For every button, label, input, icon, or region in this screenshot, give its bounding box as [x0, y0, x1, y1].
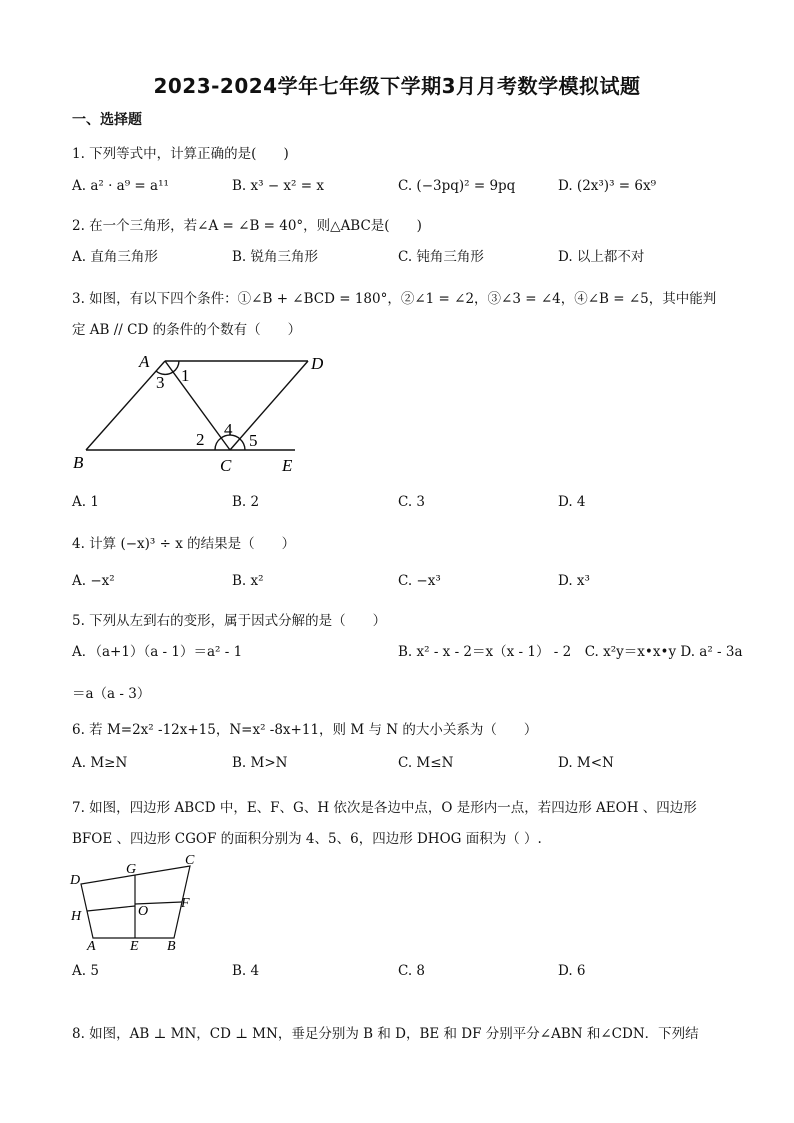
- question-7-stem-line-1: 7. 如图，四边形 ABCD 中，E、F、G、H 依次是各边中点，O 是形内一点，若四边形 AEOH 、四边形: [72, 800, 697, 816]
- question-4-stem: 4. 计算 (−x)³ ÷ x 的结果是（ ）: [72, 536, 296, 552]
- question-3-option-d: D. 4: [558, 494, 586, 510]
- question-6-option-a: A. M≥N: [72, 755, 128, 771]
- label-e: E: [130, 939, 139, 954]
- question-7-stem-line-2: BFOE 、四边形 CGOF 的面积分别为 4、5、6，四边形 DHOG 面积为（ ）.: [72, 831, 542, 847]
- question-5-option-d-continuation: ＝a（a - 3）: [72, 686, 151, 702]
- label-angle-3: 3: [156, 373, 165, 392]
- question-2-option-d: D. 以上都不对: [558, 249, 645, 265]
- label-g: G: [126, 862, 137, 877]
- label-b: B: [73, 453, 84, 472]
- label-angle-4: 4: [224, 420, 233, 439]
- question-6-option-b: B. M>N: [232, 755, 288, 771]
- question-3-figure: [60, 345, 330, 480]
- question-2-option-b: B. 锐角三角形: [232, 249, 319, 265]
- label-c: C: [220, 456, 232, 475]
- question-3-option-b: B. 2: [232, 494, 260, 510]
- question-4-option-d: D. x³: [558, 573, 590, 589]
- question-7-option-c: C. 8: [398, 963, 426, 979]
- angle-arc-2: [215, 438, 221, 450]
- question-1-option-d: D. (2x³)³ = 6x⁹: [558, 178, 656, 194]
- question-2-option-c: C. 钝角三角形: [398, 249, 484, 265]
- question-3-stem-line-2: 定 AB // CD 的条件的个数有（ ）: [72, 322, 302, 338]
- question-4-option-a: A. −x²: [72, 573, 115, 589]
- label-angle-2: 2: [196, 430, 205, 449]
- question-6-option-c: C. M≤N: [398, 755, 454, 771]
- question-4-option-b: B. x²: [232, 573, 264, 589]
- section-heading: 一、选择题: [72, 112, 142, 128]
- question-3-option-c: C. 3: [398, 494, 426, 510]
- label-a: A: [87, 939, 96, 954]
- question-4-option-c: C. −x³: [398, 573, 441, 589]
- label-c: C: [185, 853, 195, 868]
- label-e: E: [282, 456, 293, 475]
- question-3-stem-line-1: 3. 如图，有以下四个条件：①∠B + ∠BCD = 180°，②∠1 = ∠2，③∠3 = ∠4，④∠B = ∠5，其中能判: [72, 291, 717, 307]
- segment-ab: [86, 361, 165, 450]
- label-a: A: [139, 352, 150, 371]
- question-2-option-a: A. 直角三角形: [72, 249, 158, 265]
- segment-cd: [230, 361, 308, 450]
- question-6-stem: 6. 若 M=2x² -12x+15，N=x² -8x+11，则 M 与 N 的大小关系为（ ）: [72, 722, 538, 738]
- question-5-options-bcd: B. x² - x - 2＝x（x - 1） - 2 C. x²y＝x•x•y D. a² - 3a: [398, 644, 743, 660]
- label-d: D: [70, 873, 81, 888]
- question-3-option-a: A. 1: [72, 494, 99, 510]
- label-o: O: [138, 904, 149, 919]
- label-h: H: [71, 909, 82, 924]
- page-title: 2023-2024学年七年级下学期3月月考数学模拟试题: [153, 74, 641, 98]
- question-7-option-b: B. 4: [232, 963, 260, 979]
- question-1-stem: 1. 下列等式中，计算正确的是( ): [72, 146, 289, 162]
- question-1-option-c: C. (−3pq)² = 9pq: [398, 178, 516, 194]
- label-f: F: [181, 896, 190, 911]
- question-7-figure: [66, 848, 216, 958]
- question-1-option-b: B. x³ − x² = x: [232, 178, 324, 194]
- question-6-option-d: D. M<N: [558, 755, 614, 771]
- label-angle-5: 5: [249, 431, 258, 450]
- question-5-option-a: A．（a+1）（a - 1）＝a² - 1: [72, 644, 243, 660]
- question-2-stem: 2. 在一个三角形，若∠A = ∠B = 40°，则△ABC是( ): [72, 218, 422, 234]
- question-7-option-d: D. 6: [558, 963, 586, 979]
- label-d: D: [311, 354, 324, 373]
- question-7-option-a: A. 5: [72, 963, 99, 979]
- label-b: B: [167, 939, 176, 954]
- label-angle-1: 1: [181, 366, 190, 385]
- question-5-stem: 5. 下列从左到右的变形，属于因式分解的是（ ）: [72, 613, 387, 629]
- question-1-option-a: A. a² · a⁹ = a¹¹: [72, 178, 169, 194]
- segment-h-o: [87, 906, 135, 911]
- question-8-stem: 8. 如图，AB ⊥ MN，CD ⊥ MN，垂足分别为 B 和 D，BE 和 DF 分别平分∠ABN 和∠CDN．下列结: [72, 1026, 699, 1042]
- angle-arc-5: [240, 439, 245, 450]
- angle-arc-1: [173, 361, 179, 372]
